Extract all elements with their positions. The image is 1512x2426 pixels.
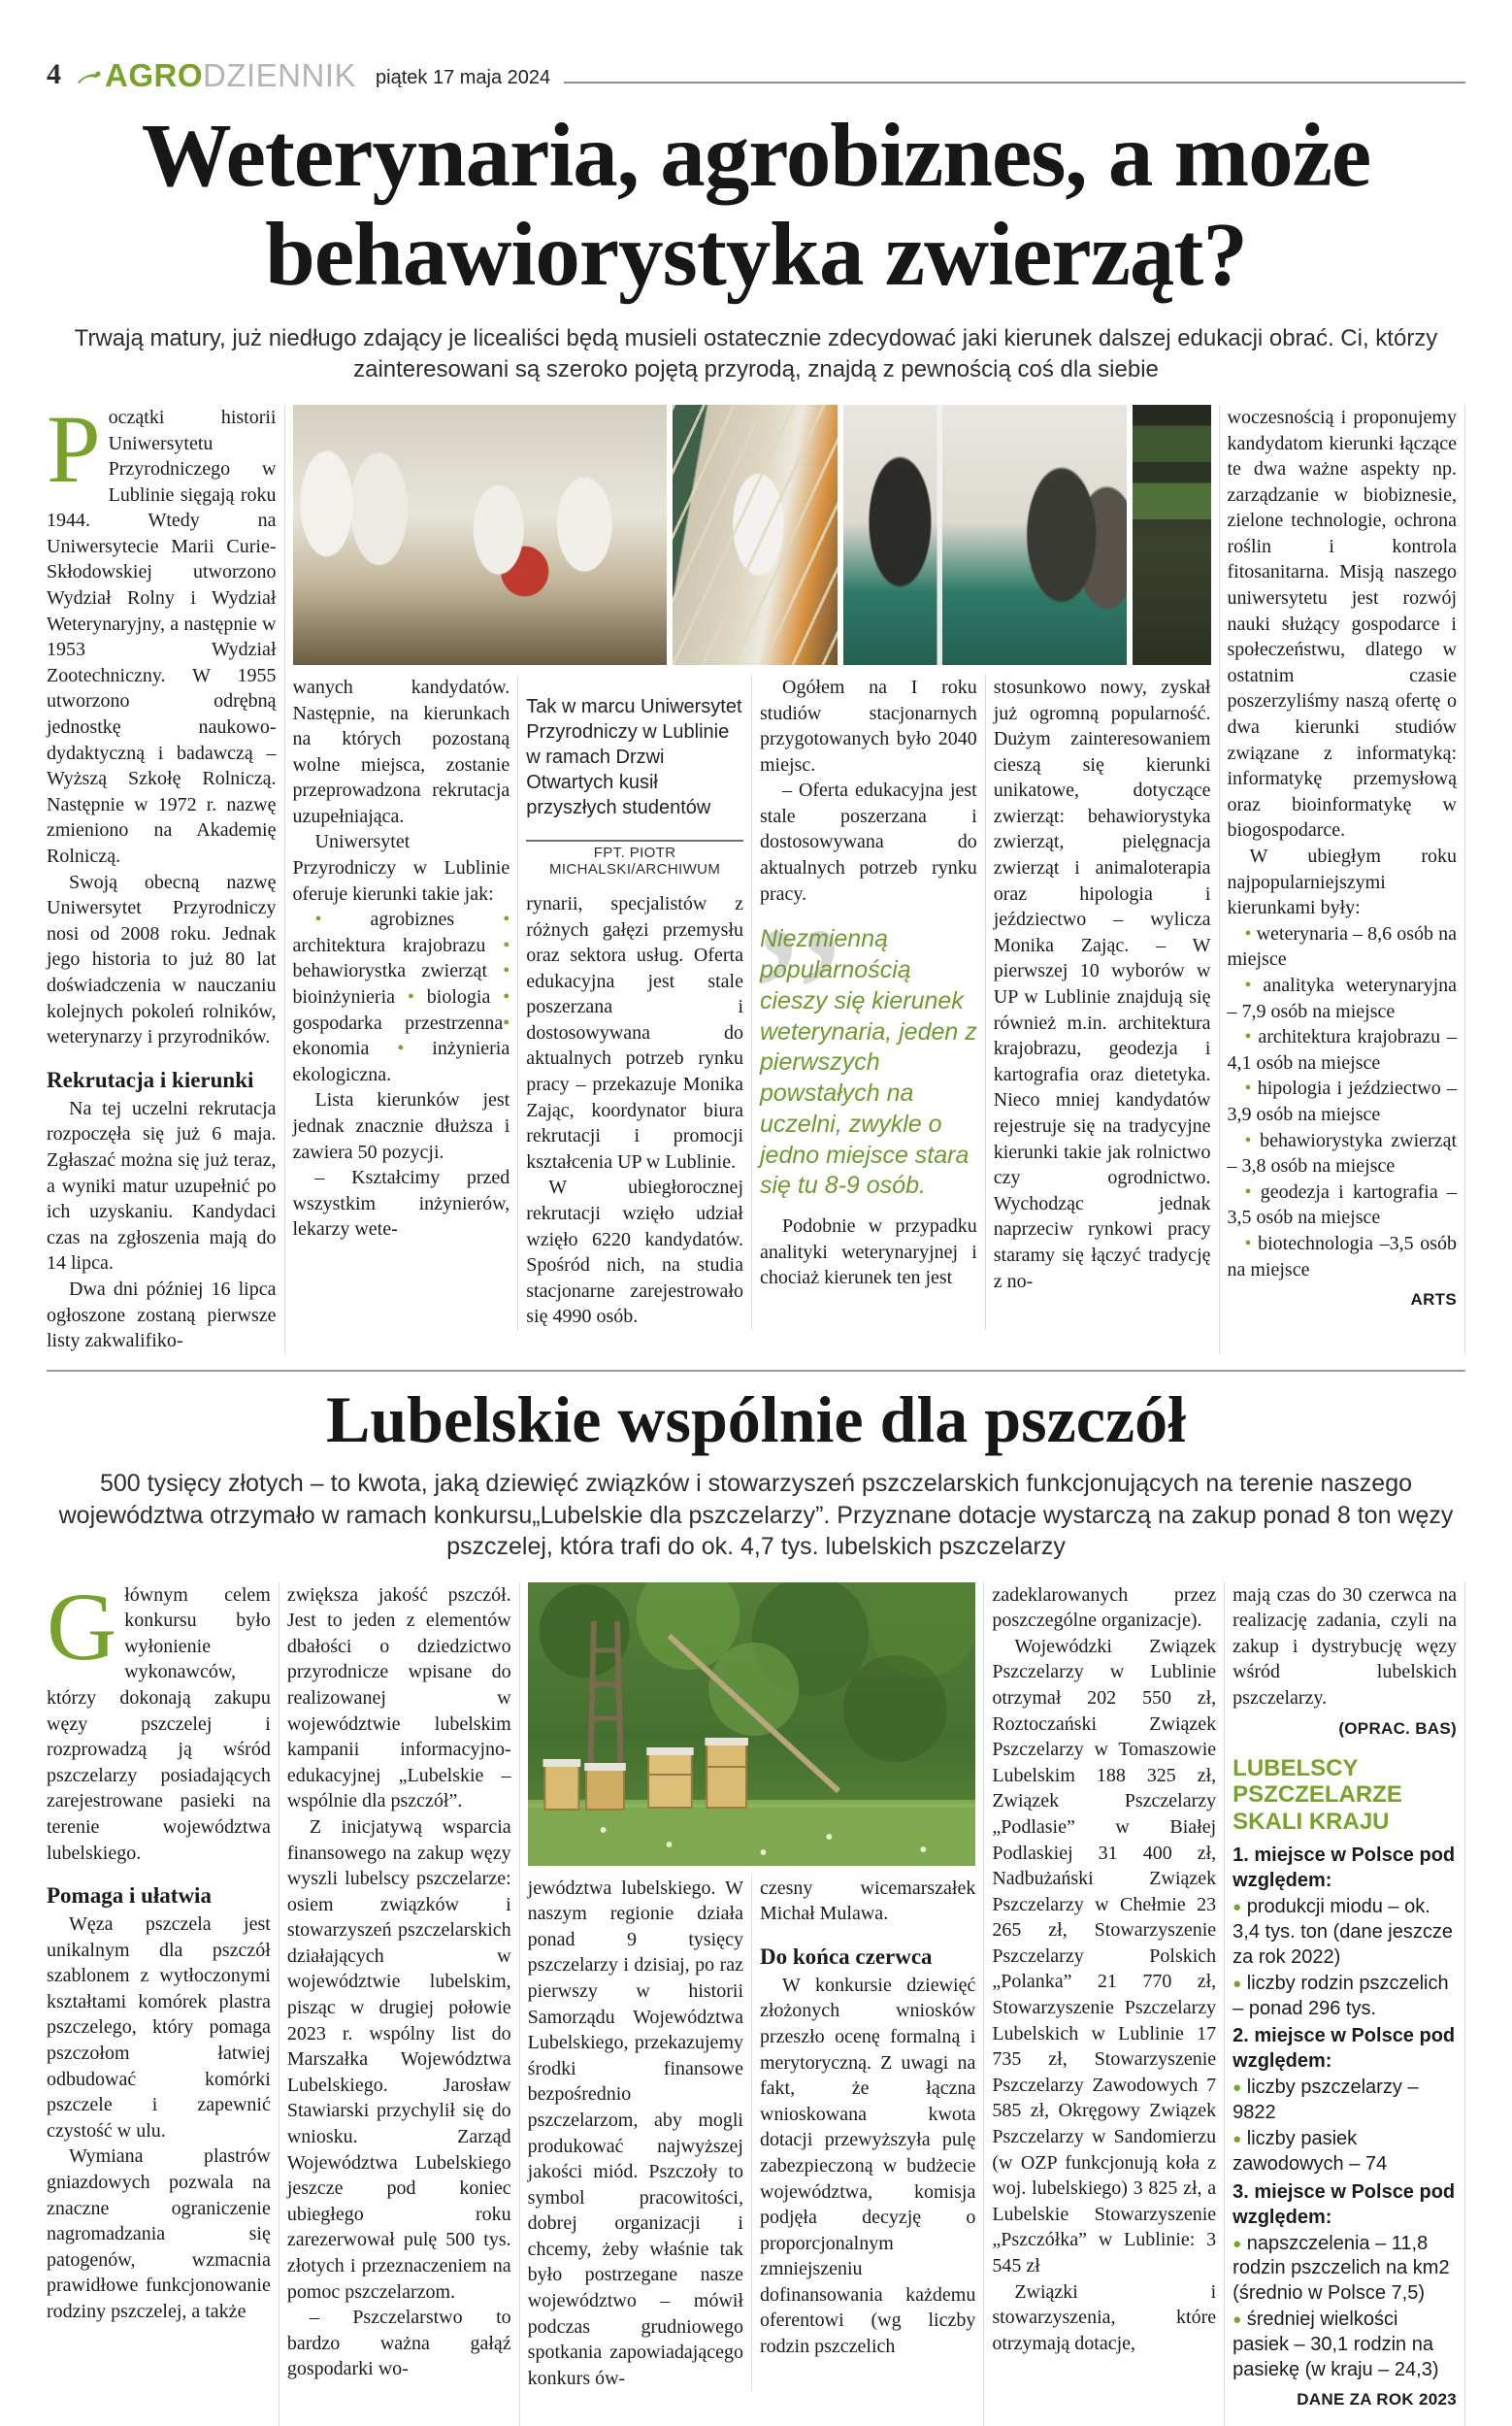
bullet-icon: • <box>503 1012 510 1034</box>
paragraph: – Pszczelarstwo to bardzo ważna gałąź gospodarki wo- <box>286 2307 511 2380</box>
article2-col5 <box>983 1582 1216 2426</box>
article2-col6 <box>1224 1582 1457 2426</box>
paragraph: Wymiana plastrów gniazdowych pozwala na znaczne ograniczenie nagromadzania się patogenów, wzmacnia prawidłowe funkcjonowanie rodziny pszczelej, a także <box>47 2145 271 2323</box>
pull-quote-text: Niezmienną popularnością cieszy się kierunek weterynaria, jeden z pierwszych powstałych na uczelni, zwykle o jedno miejsce stara się tu 8-9 osób. <box>760 925 977 1200</box>
article2-columns <box>47 1572 1465 2426</box>
paragraph: wanych kandydatów. Następnie, na kierunkach na których pozostaną wolne miejsca, zostanie przeprowadzona rekrutacja uzupełniająca. <box>292 676 510 827</box>
article1-lede: Trwają matury, już niedługo zdający je licealiści będą musieli ostatecznie zdecydować jaki kierunek dalszej edukacji obrać. Ci, którzy zainteresowani są szeroko pojętą przyrodą, znajdą z pewnością coś dla siebie <box>74 324 1438 382</box>
bullet-icon: • <box>1244 1232 1252 1254</box>
bullet-icon: • <box>1244 922 1252 945</box>
paragraph: Ogółem na I roku studiów stacjonarnych przygotowanych było 2040 miejsc. <box>760 676 977 776</box>
infobox-rank-label: 3. miejsce w Polsce pod względem: <box>1233 2180 1456 2228</box>
bullet-icon: • <box>503 909 510 931</box>
bullet-icon: ● <box>1233 1976 1242 1993</box>
infobox-rank-label: 2. miejsce w Polsce pod względem: <box>1233 2025 1456 2073</box>
open-days-photo-strip <box>293 405 1211 665</box>
brand-dziennik: DZIENNIK <box>203 57 357 93</box>
paragraph: • agrobiznes • architektura krajobrazu • behawiorystka zwierząt • bioinżynieria • biologia • gospodarka przestrzenna• ekonomia • inżynieria ekologiczna. <box>292 909 510 1085</box>
article2-col1 <box>47 1572 271 2426</box>
paragraph: Na tej uczelni rekrutacja rozpoczęła się już 6 maja. Zgłaszać można się już teraz, a wyniki matur uzupełnić po ich uzyskaniu. Kandydaci czas na zgłoszenia mają do 14 lipca. <box>47 1097 277 1275</box>
article1-col5 <box>985 675 1211 1330</box>
bullet-icon: • <box>314 909 322 931</box>
paragraph: mają czas do 30 czerwca na realizację zadania, czyli na zakup i dystrybucję węzy wśród lubelskich pszczelarzy. <box>1233 1583 1457 1709</box>
paragraph: Początki historii Uniwersytetu Przyrodniczego w Lublinie sięgają roku 1944. Wtedy na Uniwersytecie Marii Curie-Skłodowskiej utworzono Wydział Rolny i Wydział Weterynaryjny, a następnie w 1953 Wydział Zootechniczny. W 1955 utworzono odrębną jednostkę naukowo-dydaktyczną i badawczą – Wyższą Szkołę Rolniczą. Następnie w 1972 r. nazwę zmieniono na Akademię Rolniczą. <box>47 394 277 867</box>
photo-lab-students <box>293 405 667 665</box>
article1-col1 <box>47 394 277 1354</box>
bullet-icon: • <box>1244 1180 1252 1203</box>
ranking-item: • hipologia i jeździectwo – 3,9 osób na miejsce <box>1227 1078 1457 1125</box>
paragraph: zwiększa jakość pszczół. Jest to jeden z elementów dbałości o dziedzictwo przyrodnicze wpisane do realizowanej w województwie lubelskim kampanii informacyjno-edukacyjnej „Lubelskie – wspólnie dla pszczół”. <box>286 1583 511 1812</box>
infobox-heading: LUBELSCY PSZCZELARZE SKALI KRAJU <box>1233 1754 1402 1835</box>
bullet-icon: ● <box>1233 2131 1242 2148</box>
bullet-icon: • <box>397 1038 405 1060</box>
paragraph: rynarii, specjalistów z różnych gałęzi przemysłu oraz sektora usług. Oferta edukacyjna jest stale poszerzana i dostosowywana do aktualnych potrzeb rynku pracy – przekazuje Monika Zając, koordynator biura rekrutacji i promocji kształcenia UP w Lublinie. <box>526 892 743 1173</box>
ranking-item: • biotechnologia –3,5 osób na miejsce <box>1227 1232 1457 1280</box>
article2-headline: Lubelskie wspólnie dla pszczół <box>325 1381 1187 1456</box>
infobox-item: ● napszczelenia – 11,8 rodzin pszczelich na km2 (średnio w Polsce 7,5) <box>1233 2232 1450 2304</box>
pull-quote <box>760 924 977 1202</box>
apiary-illustration <box>528 1582 976 1866</box>
photo-posters-wall <box>1133 405 1211 665</box>
paragraph: – Kształcimy przed wszystkim inżynierów, lekarzy wete- <box>292 1167 510 1241</box>
section-subhead: Rekrutacja i kierunki <box>47 1067 254 1092</box>
bullet-icon: • <box>1244 1078 1252 1100</box>
bullet-icon: • <box>1244 974 1252 996</box>
bullet-icon: ● <box>1233 2079 1242 2097</box>
section-subhead: Pomaga i ułatwia <box>47 1883 212 1909</box>
paragraph: woczesnością i proponujemy kandydatom kierunki łączące te dwa ważne aspekty np. zarządzanie w biobiznesie, zielone technologie, ochrona roślin i kontrola fitosanitarna. Misją naszego uniwersytetu jest rozwój nauki służący gospodarce i społeczeństwu, dlatego w ostatnim czasie poszerzyliśmy naszą ofertę o dwa kierunki studiów związane z informatyką: informatykę przemysłową oraz bioinformatykę w biogospodarce. <box>1227 406 1457 842</box>
headline-line1: Weterynaria, agrobiznes, a może <box>141 106 1371 206</box>
byline: ARTS <box>1410 1290 1457 1310</box>
paragraph: stosunkowo nowy, zyskał już ogromną popularność. Dużym zainteresowaniem cieszą się kierunki unikatowe, dotyczące zwierząt: behawiorystyka zwierząt, pielęgnacja zwierząt i animaloterapia oraz hipologia i jeździectwo – wylicza Monika Zając. – W pierwszej 10 wyborów w UP w Lublinie znajdują się również m.in. architektura krajobrazu, geodezja i kartografia oraz dietetyka. Nieco mniej kandydatów rejestruje się na tradycyjne kierunki takie jak rolnictwo czy ogrodnictwo. Wychodząc jednak naprzeciw rynkowi pracy staramy się łączyć tradycję z no- <box>993 676 1211 1292</box>
article1-headline <box>47 107 1465 306</box>
article1-columns <box>47 394 1465 1354</box>
bullet-icon: ● <box>1233 1899 1242 1916</box>
photo-caption: Tak w marcu Uniwersytet Przyrodniczy w Lublinie w ramach Drzwi Otwartych kusił przyszłych studentów <box>526 695 742 818</box>
article2-inner-columns <box>528 1876 976 2392</box>
infobox-item: ● średniej wielkości pasiek – 30,1 rodzin na pasiekę (w kraju – 24,3) <box>1233 2309 1439 2380</box>
ranking-item: • geodezja i kartografia – 3,5 osób na miejsce <box>1227 1180 1457 1229</box>
article2-col3 <box>528 1876 743 2392</box>
article2-photo-and-cols <box>519 1582 976 2426</box>
ranking-item: • weterynaria – 8,6 osób na miejsce <box>1227 922 1457 971</box>
page-number: 4 <box>47 58 61 90</box>
bullet-icon: • <box>407 986 414 1009</box>
issue-date: piątek 17 maja 2024 <box>376 67 551 88</box>
bullet-icon: • <box>503 986 510 1009</box>
drop-cap: G <box>47 1572 117 1680</box>
article1-col2 <box>293 675 510 1330</box>
infobox-rank-label: 1. miejsce w Polsce pod względem: <box>1233 1844 1456 1892</box>
paragraph: Dwa dni później 16 lipca ogłoszone zostaną pierwsze listy zakwalifiko- <box>47 1278 277 1352</box>
ranking-item: • analityka weterynaryjna – 7,9 osób na miejsce <box>1227 974 1457 1022</box>
header-rule <box>564 82 1465 83</box>
headline-line2: behawiorystyka zwierząt? <box>265 205 1247 306</box>
brand-logo <box>77 59 356 91</box>
article2-col2 <box>279 1582 511 2426</box>
bullet-icon: ● <box>1233 2235 1242 2252</box>
article1-inner-columns <box>293 675 1211 1330</box>
article1-col6 <box>1219 405 1458 1354</box>
paragraph: Z inicjatywą wsparcia finansowego na zakup węzy wyszli lubelscy pszczelarze: osiem związków i stowarzyszeń pszczelarskich działających w województwie lubelskim, pisząc w drugiej połowie 2023 r. wspólny list do Marszałka Województwa Lubelskiego. Jarosław Stawiarski przychylił się do wniosku. Zarząd Województwa Lubelskiego jeszcze pod koniec ubiegłego roku zarezerwował pulę 500 tys. złotych i przeznaczeniem na pomoc pszczelarzom. <box>286 1815 511 2303</box>
article1-photo-and-cols <box>284 405 1211 1354</box>
section-subhead: Do końca czerwca <box>760 1944 933 1969</box>
bullet-icon: • <box>503 960 510 982</box>
photo-visitors-stand <box>843 405 1127 665</box>
ranking-item: • architektura krajobrazu – 4,1 osób na miejsce <box>1227 1026 1457 1074</box>
ranking-item: • behawiorystyka zwierząt – 3,8 osób na miejsce <box>1227 1129 1457 1178</box>
paragraph: W ubiegłorocznej rekrutacji wzięło udział wzięło 6220 kandydatów. Spośród nich, na studia stacjonarne zarejestrowało się 4990 osób. <box>526 1177 743 1328</box>
paragraph: Lista kierunków jest jednak znacznie dłuższa i zawiera 50 pozycji. <box>292 1089 510 1163</box>
article2-col4 <box>751 1876 975 2392</box>
paragraph: Związki i stowarzyszenia, które otrzymają dotacje, <box>992 2280 1217 2354</box>
bullet-icon: • <box>1244 1129 1252 1151</box>
paragraph: Węza pszczela jest unikalnym dla pszczół szablonem z wytłoczonymi kształtami komórek plastra pszczelego, który pomaga pszczołom łatwiej odbudować komórki pszczele i zapewnić czystość w ulu. <box>47 1913 271 2142</box>
bullet-icon: • <box>503 934 510 956</box>
photo-credit: FPT. PIOTR MICHALSKI/ARCHIWUM <box>526 840 743 878</box>
paragraph: Podobnie w przypadku analityki weterynaryjnej i chociaż kierunek ten jest <box>760 1215 977 1289</box>
article1-col4 <box>751 675 977 1330</box>
infobox-item: ● liczby rodzin pszczelich – ponad 296 tys. <box>1233 1973 1449 2019</box>
paragraph: jewództwa lubelskiego. W naszym regionie działa ponad 9 tysięcy pszczelarzy i dzisiaj, po raz pierwszy w historii Samorządu Województwa Lubelskiego, przekazujemy środki finansowe bezpośrednio pszczelarzom, aby mogli produkować najwyższej jakości miód. Pszczoły to symbol pracowitości, dobrej organizacji i chcemy, żeby właśnie tak było postrzegane nasze województwo – mówił podczas grudniowego spotkania zapowiadającego konkurs ów- <box>527 1877 743 2389</box>
page-header <box>47 50 1465 91</box>
bullet-icon: ● <box>1233 2311 1242 2329</box>
article2-lede: 500 tysięcy złotych – to kwota, jaką dziewięć związków i stowarzyszeń pszczelarskich funkcjonujących na terenie naszego województwa otrzymało w ramach konkursu„Lubelskie dla pszczelarzy”. Przyznane dotacje wystarczą na zakup ponad 8 ton węzy pszczelej, która trafi do ok. 4,7 tys. lubelskich pszczelarzy <box>58 1470 1454 1561</box>
infobox-item: ● liczby pszczelarzy – 9822 <box>1233 2077 1419 2123</box>
paragraph: Swoją obecną nazwę Uniwersytet Przyrodniczy nosi od 2008 roku. Jednak jego historia to już 80 lat doświadczenia w nauczaniu kolejnych pokoleń rolników, weterynarzy i przyrodników. <box>47 871 277 1048</box>
paragraph: – Oferta edukacyjna jest stale poszerzana i dostosowywana do aktualnych potrzeb rynku pracy. <box>760 780 977 905</box>
byline: (OPRAC. BAS) <box>1338 1718 1457 1738</box>
photo-apiary <box>528 1582 976 1866</box>
infobox-item: ● liczby pasiek zawodowych – 74 <box>1233 2128 1388 2176</box>
paragraph: W konkursie dziewięć złożonych wniosków przeszło ocenę formalną i merytoryczną. Z uwagi na fakt, że łączna wnioskowana kwota dotacji przewyższyła pulę zabezpieczoną w budżecie województwa, komisja podjęła decyzję o proporcjonalnym zmniejszeniu dofinansowania każdemu oferentowi (wg liczby rodzin pszczelich <box>760 1974 976 2358</box>
paragraph: Głównym celem konkursu było wyłonienie wykonawców, którzy dokonają zakupu węzy pszczelej i rozprowadzą ją wśród pszczelarzy posiadających zarejestrowane pasieki na terenie województwa lubelskiego. <box>47 1572 271 1864</box>
bullet-icon: • <box>1244 1026 1252 1048</box>
paragraph: Uniwersytet Przyrodniczy w Lublinie oferuje kierunki takie jak: <box>292 831 510 905</box>
article1-col3 <box>517 675 743 1330</box>
photo-man-with-net <box>673 405 838 665</box>
agro-leaf-icon <box>77 59 102 91</box>
paragraph: czesny wicemarszałek Michał Mulawa. <box>760 1877 976 1925</box>
article-separator <box>47 1370 1465 1372</box>
paragraph: zadeklarowanych przez poszczególne organizacje). <box>992 1583 1217 1632</box>
byline: DANE ZA ROK 2023 <box>1297 2390 1457 2409</box>
paragraph: W ubiegłym roku najpopularniejszymi kierunkami były: <box>1227 846 1457 919</box>
drop-cap: P <box>47 394 101 503</box>
paragraph: Wojewódzki Związek Pszczelarzy w Lublinie otrzymał 202 550 zł, Roztoczański Związek Pszczelarzy w Tomaszowie Lubelskim 188 325 zł, Związek Pszczelarzy „Podlasie” w Białej Podlaskiej 31 400 zł, Nadbużański Związek Pszczelarzy w Chełmie 23 265 zł, Stowarzyszenie Pszczelarzy Polskich „Polanka” 21 770 zł, Stowarzyszenie Pszczelarzy Lubelskich w Lublinie 17 735 zł, Stowarzyszenie Pszczelarzy Zawodowych 7 585 zł, Okręgowy Związek Pszczelarzy w Sandomierzu (w OZP funkcjonują koła z woj. lubelskiego) 3 825 zł, a Lubelskie Stowarzyszenie „Pszczółka” w Lublinie: 3 545 zł <box>992 1635 1217 2277</box>
infobox-item: ● produkcji miodu – ok. 3,4 tys. ton (dane jeszcze za rok 2022) <box>1233 1896 1453 1968</box>
brand-agro: AGRO <box>105 57 203 93</box>
